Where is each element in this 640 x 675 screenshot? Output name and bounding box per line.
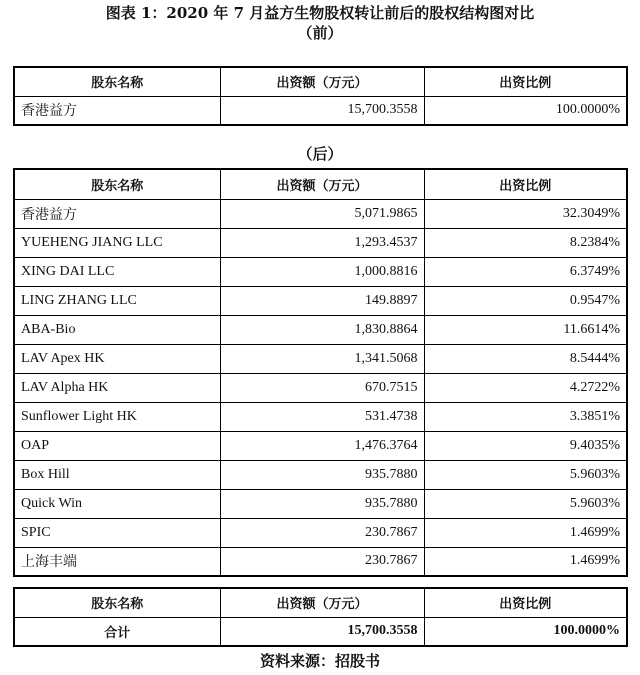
table-row xyxy=(14,402,627,431)
total-row xyxy=(14,617,627,646)
header-capital: 出资额（万元） xyxy=(220,588,424,617)
capital-amount: 1,830.8864 xyxy=(220,315,424,344)
ownership-ratio: 32.3049% xyxy=(424,199,627,228)
shareholder-name: 上海丰端 xyxy=(14,547,220,576)
source-note: 资料来源：招股书 xyxy=(259,652,380,670)
header-shareholder: 股东名称 xyxy=(14,588,220,617)
shareholder-name: LAV Apex HK xyxy=(14,344,220,373)
header-capital: 出资额（万元） xyxy=(220,67,424,96)
header-ratio: 出资比例 xyxy=(424,67,627,96)
ownership-ratio: 0.9547% xyxy=(424,286,627,315)
capital-amount: 230.7867 xyxy=(220,547,424,576)
table-row xyxy=(14,373,627,402)
header-ratio: 出资比例 xyxy=(424,169,627,199)
before-table xyxy=(13,66,628,126)
ownership-ratio: 1.4699% xyxy=(424,518,627,547)
capital-amount: 670.7515 xyxy=(220,373,424,402)
table-row xyxy=(14,547,627,576)
shareholder-name: OAP xyxy=(14,431,220,460)
shareholder-name: YUEHENG JIANG LLC xyxy=(14,228,220,257)
capital-amount: 149.8897 xyxy=(220,286,424,315)
shareholder-name: 香港益方 xyxy=(14,96,220,125)
ownership-ratio: 5.9603% xyxy=(424,489,627,518)
shareholder-name: Sunflower Light HK xyxy=(14,402,220,431)
shareholder-name: XING DAI LLC xyxy=(14,257,220,286)
after-label: （后） xyxy=(297,145,343,163)
capital-amount: 1,000.8816 xyxy=(220,257,424,286)
header-capital: 出资额（万元） xyxy=(220,169,424,199)
ownership-ratio: 6.3749% xyxy=(424,257,627,286)
shareholder-name: LING ZHANG LLC xyxy=(14,286,220,315)
after-table xyxy=(13,168,628,577)
capital-amount: 1,476.3764 xyxy=(220,431,424,460)
ownership-ratio: 8.5444% xyxy=(424,344,627,373)
shareholder-name: Box Hill xyxy=(14,460,220,489)
capital-amount: 531.4738 xyxy=(220,402,424,431)
table-row xyxy=(14,344,627,373)
header-ratio: 出资比例 xyxy=(424,588,627,617)
total-amount: 15,700.3558 xyxy=(220,617,424,646)
table-row xyxy=(14,228,627,257)
header-shareholder: 股东名称 xyxy=(14,169,220,199)
figure-title: 图表 1：2020 年 7 月益方生物股权转让前后的股权结构图对比 xyxy=(105,4,535,22)
total-header-row xyxy=(14,588,627,617)
shareholder-name: LAV Alpha HK xyxy=(14,373,220,402)
before-label: （前） xyxy=(297,24,343,42)
capital-amount: 935.7880 xyxy=(220,460,424,489)
table-row xyxy=(14,199,627,228)
table-row xyxy=(14,257,627,286)
after-header-row xyxy=(14,169,627,199)
before-header-row xyxy=(14,67,627,96)
capital-amount: 1,341.5068 xyxy=(220,344,424,373)
table-row xyxy=(14,315,627,344)
capital-amount: 935.7880 xyxy=(220,489,424,518)
ownership-ratio: 100.0000% xyxy=(424,96,627,125)
capital-amount: 5,071.9865 xyxy=(220,199,424,228)
table-row xyxy=(14,518,627,547)
ownership-ratio: 9.4035% xyxy=(424,431,627,460)
shareholder-name: SPIC xyxy=(14,518,220,547)
ownership-ratio: 5.9603% xyxy=(424,460,627,489)
ownership-ratio: 4.2722% xyxy=(424,373,627,402)
capital-amount: 15,700.3558 xyxy=(220,96,424,125)
total-label: 合计 xyxy=(14,617,220,646)
shareholder-name: 香港益方 xyxy=(14,199,220,228)
shareholder-name: ABA-Bio xyxy=(14,315,220,344)
table-row xyxy=(14,286,627,315)
table-row xyxy=(14,489,627,518)
total-table xyxy=(13,587,628,647)
table-row xyxy=(14,460,627,489)
shareholder-name: Quick Win xyxy=(14,489,220,518)
capital-amount: 1,293.4537 xyxy=(220,228,424,257)
ownership-ratio: 8.2384% xyxy=(424,228,627,257)
capital-amount: 230.7867 xyxy=(220,518,424,547)
total-ratio: 100.0000% xyxy=(424,617,627,646)
header-shareholder: 股东名称 xyxy=(14,67,220,96)
table-row xyxy=(14,96,627,125)
table-row xyxy=(14,431,627,460)
ownership-ratio: 11.6614% xyxy=(424,315,627,344)
ownership-ratio: 1.4699% xyxy=(424,547,627,576)
ownership-ratio: 3.3851% xyxy=(424,402,627,431)
